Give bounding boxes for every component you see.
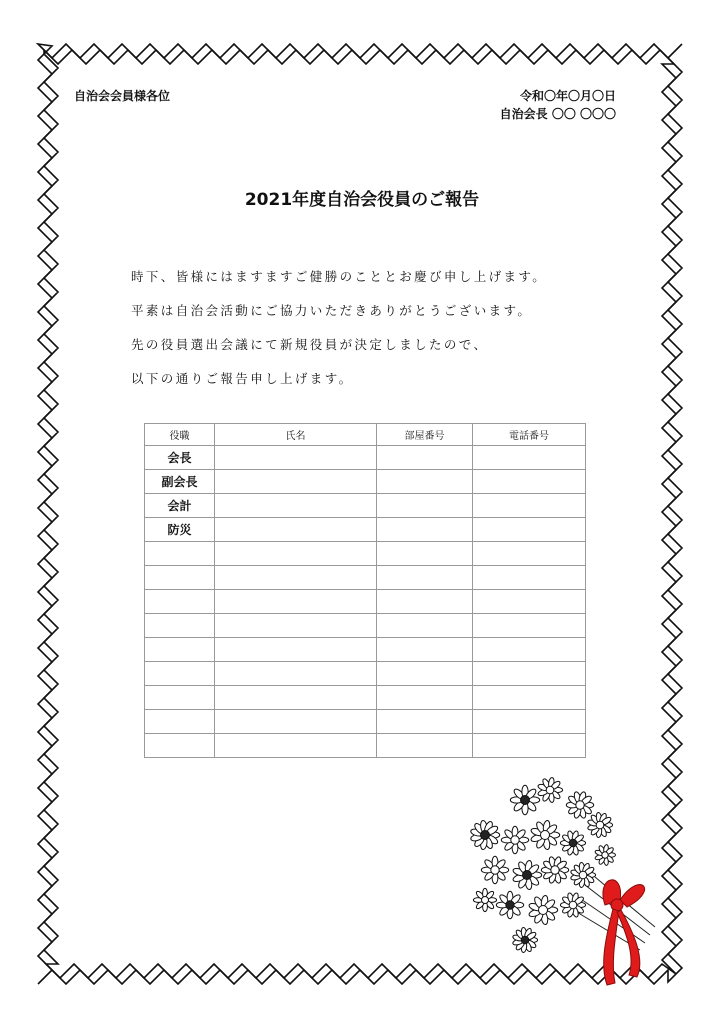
table-row (145, 518, 586, 542)
cell-role (145, 734, 215, 758)
cell-role: 防災 (145, 518, 215, 542)
cell-phone (473, 518, 586, 542)
flower-icon (537, 777, 562, 803)
body-line-2: 平素は自治会活動にご協力いただきありがとうございます。 (131, 303, 533, 318)
flower-icon (481, 856, 508, 883)
table-row (145, 590, 586, 614)
cell-room (377, 470, 473, 494)
cell-phone (473, 494, 586, 518)
cell-phone (473, 638, 586, 662)
cell-phone (473, 710, 586, 734)
table-header-row (145, 424, 586, 446)
cell-room (377, 662, 473, 686)
table-row (145, 710, 586, 734)
flower-icon (473, 888, 496, 911)
flower-icon (541, 856, 568, 884)
cell-role (145, 662, 215, 686)
flower-icon (560, 830, 585, 855)
cell-name (215, 518, 377, 542)
cell-room (377, 710, 473, 734)
flower-icon (587, 812, 612, 838)
cell-role (145, 638, 215, 662)
cell-phone (473, 470, 586, 494)
cell-role (145, 542, 215, 566)
body-line-4: 以下の通りご報告申し上げます。 (131, 371, 354, 386)
flower-icon (594, 844, 615, 865)
cell-room (377, 566, 473, 590)
officer-table-body (145, 446, 586, 758)
cell-name (215, 662, 377, 686)
flower-icon (496, 891, 523, 918)
header-phone: 電話番号 (473, 424, 586, 446)
document-meta (500, 87, 616, 123)
flower-icon (530, 820, 560, 850)
cell-phone (473, 566, 586, 590)
cell-role (145, 710, 215, 734)
cell-name (215, 638, 377, 662)
cell-role: 副会長 (145, 470, 215, 494)
cell-phone (473, 686, 586, 710)
cell-room (377, 446, 473, 470)
cell-name (215, 686, 377, 710)
table-row (145, 470, 586, 494)
header-name: 氏名 (215, 424, 377, 446)
sender-name: 自治会長 〇〇 〇〇〇 (499, 107, 616, 121)
cell-phone (473, 590, 586, 614)
cell-phone (473, 614, 586, 638)
cell-name (215, 590, 377, 614)
cell-room (377, 494, 473, 518)
cell-role (145, 614, 215, 638)
cell-phone (473, 734, 586, 758)
cell-room (377, 518, 473, 542)
cell-name (215, 446, 377, 470)
flower-bouquet-illustration (455, 765, 670, 990)
cell-room (377, 614, 473, 638)
ribbon-bow-icon (603, 880, 645, 985)
body-line-1: 時下、皆様にはますますご健勝のこととお慶び申し上げます。 (131, 269, 548, 284)
cell-role: 会長 (145, 446, 215, 470)
table-row (145, 662, 586, 686)
flower-icon (470, 820, 500, 850)
flower-icon (566, 791, 593, 819)
table-row (145, 542, 586, 566)
flower-icon (501, 826, 528, 853)
officer-table (144, 423, 586, 758)
cell-phone (473, 662, 586, 686)
cell-role (145, 590, 215, 614)
issue-date: 令和〇年〇月〇日 (519, 89, 616, 103)
cell-phone (473, 446, 586, 470)
cell-role (145, 566, 215, 590)
cell-role: 会計 (145, 494, 215, 518)
table-row (145, 446, 586, 470)
header-role: 役職 (145, 424, 215, 446)
flower-icon (512, 860, 542, 890)
table-row (145, 614, 586, 638)
table-row (145, 734, 586, 758)
cell-name (215, 734, 377, 758)
announcement-body (131, 268, 547, 404)
table-row (145, 494, 586, 518)
table-row (145, 566, 586, 590)
cell-name (215, 566, 377, 590)
table-row (145, 686, 586, 710)
cell-name (215, 494, 377, 518)
page-title: 2021年度自治会役員のご報告 (244, 190, 480, 210)
cell-room (377, 686, 473, 710)
cell-name (215, 470, 377, 494)
cell-room (377, 734, 473, 758)
cell-room (377, 542, 473, 566)
cell-room (377, 590, 473, 614)
cell-phone (473, 542, 586, 566)
addressee: 自治会会員様各位 (74, 89, 171, 103)
flower-icon (512, 927, 537, 953)
flower-icon (528, 895, 558, 925)
flower-icon (560, 892, 585, 917)
flower-icon (570, 862, 595, 888)
cell-room (377, 638, 473, 662)
cell-name (215, 614, 377, 638)
cell-role (145, 686, 215, 710)
cell-name (215, 542, 377, 566)
cell-name (215, 710, 377, 734)
flower-icon (510, 785, 539, 814)
header-room: 部屋番号 (377, 424, 473, 446)
body-line-3: 先の役員選出会議にて新規役員が決定しましたので、 (131, 337, 489, 352)
table-row (145, 638, 586, 662)
